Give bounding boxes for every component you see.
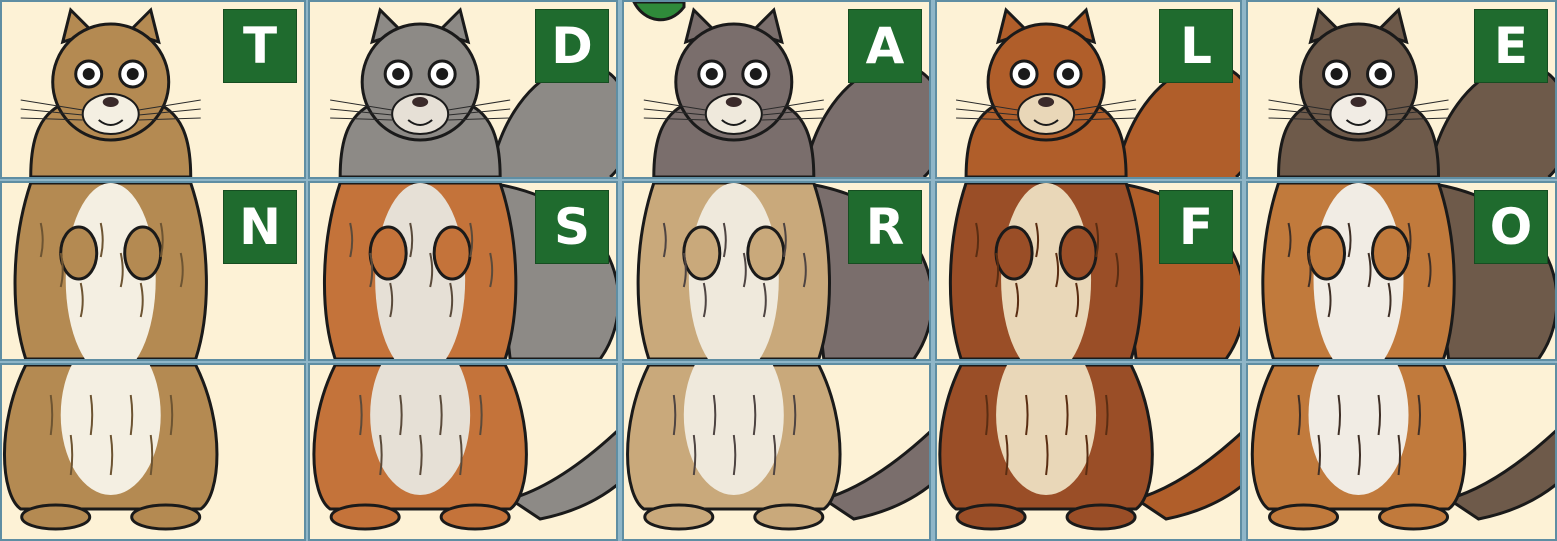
foot-left <box>1270 505 1338 529</box>
squirrel-legs-art <box>310 365 616 539</box>
tile-torso-1[interactable] <box>0 181 306 361</box>
letter-badge: F <box>1160 191 1232 263</box>
pupil-right <box>1375 68 1387 80</box>
foot-right <box>132 505 200 529</box>
squirrel-legs-art <box>1248 365 1555 539</box>
paw-right <box>1373 227 1409 279</box>
nose-shape <box>103 97 119 107</box>
pupil-left <box>706 68 718 80</box>
foot-left <box>22 505 90 529</box>
nose-shape <box>1038 97 1054 107</box>
letter-badge: O <box>1475 191 1547 263</box>
paw-right <box>1060 227 1096 279</box>
paw-left <box>996 227 1032 279</box>
letter-badge: A <box>849 10 921 82</box>
leaf-shape <box>634 2 684 20</box>
letter-badge: N <box>224 191 296 263</box>
paw-left <box>370 227 406 279</box>
letter-badge: E <box>1475 10 1547 82</box>
foot-right <box>1067 505 1135 529</box>
nose-shape <box>1351 97 1367 107</box>
paw-left <box>61 227 97 279</box>
pupil-left <box>392 68 404 80</box>
tile-head-1[interactable] <box>0 0 306 179</box>
letter-badge: D <box>536 10 608 82</box>
tile-head-3[interactable] <box>622 0 931 179</box>
pupil-right <box>127 68 139 80</box>
nose-shape <box>412 97 428 107</box>
tile-head-4[interactable] <box>935 0 1242 179</box>
tile-legs-3[interactable] <box>622 363 931 541</box>
paw-right <box>434 227 470 279</box>
letter-badge: S <box>536 191 608 263</box>
nose-shape <box>726 97 742 107</box>
tile-legs-2[interactable] <box>308 363 618 541</box>
tile-torso-3[interactable] <box>622 181 931 361</box>
paw-left <box>684 227 720 279</box>
letter-badge: R <box>849 191 921 263</box>
letter-badge: T <box>224 10 296 82</box>
foot-right <box>441 505 509 529</box>
foot-left <box>957 505 1025 529</box>
squirrel-legs-art <box>624 365 929 539</box>
paw-left <box>1309 227 1345 279</box>
tile-torso-4[interactable] <box>935 181 1242 361</box>
tile-head-5[interactable] <box>1246 0 1557 179</box>
pupil-left <box>83 68 95 80</box>
tile-legs-4[interactable] <box>935 363 1242 541</box>
pupil-right <box>1062 68 1074 80</box>
foot-left <box>645 505 713 529</box>
paw-right <box>125 227 161 279</box>
tile-legs-5[interactable] <box>1246 363 1557 541</box>
pupil-right <box>436 68 448 80</box>
foot-right <box>1380 505 1448 529</box>
foot-left <box>331 505 399 529</box>
pupil-left <box>1018 68 1030 80</box>
letter-badge: L <box>1160 10 1232 82</box>
paw-right <box>748 227 784 279</box>
tile-legs-1[interactable] <box>0 363 306 541</box>
pupil-right <box>750 68 762 80</box>
tile-torso-2[interactable] <box>308 181 618 361</box>
tile-torso-5[interactable] <box>1246 181 1557 361</box>
pupil-left <box>1331 68 1343 80</box>
squirrel-legs-art <box>2 365 304 539</box>
tile-head-2[interactable] <box>308 0 618 179</box>
squirrel-legs-art <box>937 365 1240 539</box>
foot-right <box>755 505 823 529</box>
